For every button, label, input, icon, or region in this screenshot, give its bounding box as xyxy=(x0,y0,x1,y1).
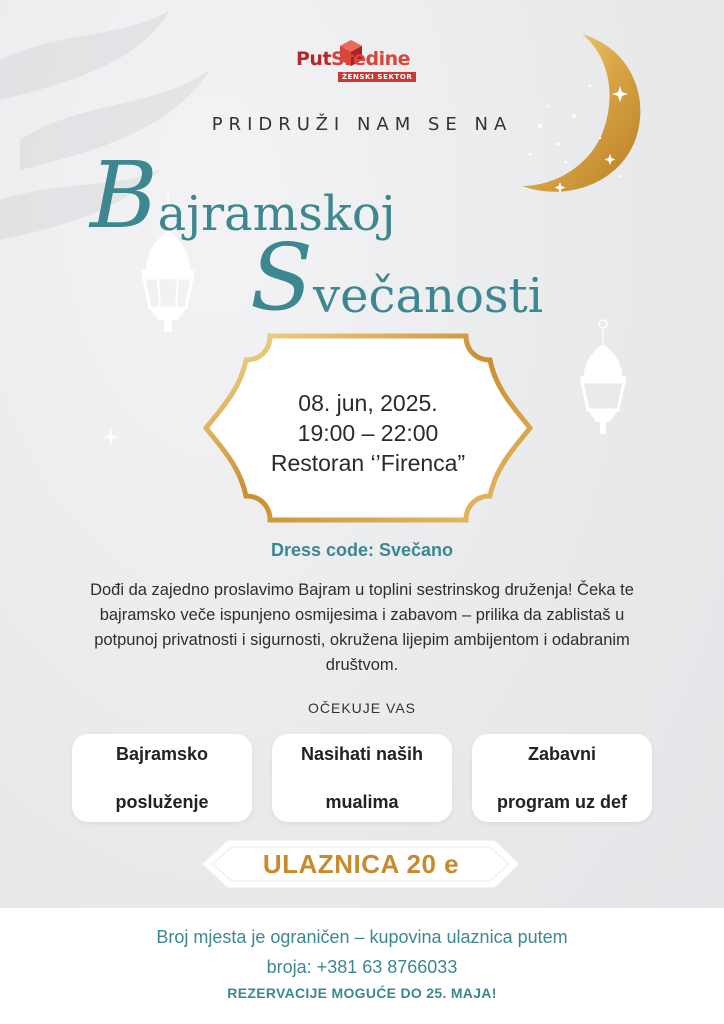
logo xyxy=(296,48,436,88)
card-line: Zabavni xyxy=(527,744,596,764)
lantern-icon xyxy=(566,318,640,446)
expect-card-lectures xyxy=(272,734,452,822)
expect-heading: OČEKUJE VAS xyxy=(308,700,416,716)
event-venue: Restoran ‘’Firenca” xyxy=(270,450,466,476)
logo-subtitle: ŽENSKI SEKTOR xyxy=(338,72,416,82)
card-line: Nasihati naših xyxy=(300,744,424,764)
title-line-2-initial: S xyxy=(250,224,314,331)
description: Dođi da zajedno proslavimo Bajram u toplini sestrinskog druženja! Čeka te bajramsko veče ispunjeno osmijesima i zabavom – prilika da zablistaš u potpunoj privatnosti i sigurnosti, okružena lijepim ambijentom i odabranim društvom. xyxy=(90,581,634,674)
title-line-1-initial: B xyxy=(90,142,158,249)
expect-card-refreshments xyxy=(72,734,252,822)
card-line: posluženje xyxy=(115,792,209,812)
footer-info xyxy=(0,922,724,982)
card-line: program uz def xyxy=(496,792,627,812)
invite-heading: PRIDRUŽI NAM SE NA xyxy=(211,114,513,135)
expect-card-entertainment xyxy=(472,734,652,822)
logo-brand-part2: Sredine xyxy=(331,48,411,70)
ticket-price: ULAZNICA 20 e xyxy=(262,849,460,879)
logo-brand xyxy=(296,48,410,70)
card-line: mualima xyxy=(325,792,399,812)
title-line-2 xyxy=(250,224,650,331)
dress-code: Dress code: Svečano xyxy=(270,540,454,560)
footer-phone: broja: +381 63 8766033 xyxy=(266,957,458,977)
logo-brand-part1: Put xyxy=(296,48,332,70)
footer-reservation-deadline: REZERVACIJE MOGUĆE DO 25. MAJA! xyxy=(227,985,497,1001)
card-line: Bajramsko xyxy=(115,744,209,764)
title-line-1-rest: ajramskoj xyxy=(157,186,396,242)
event-details xyxy=(200,388,536,478)
sparkle-icon xyxy=(102,428,120,446)
footer-line-1: Broj mjesta je ograničen – kupovina ulaznica putem xyxy=(156,927,568,947)
event-time: 19:00 – 22:00 xyxy=(297,420,439,446)
event-date: 08. jun, 2025. xyxy=(298,390,438,416)
title-line-2-rest: večanosti xyxy=(313,268,544,324)
